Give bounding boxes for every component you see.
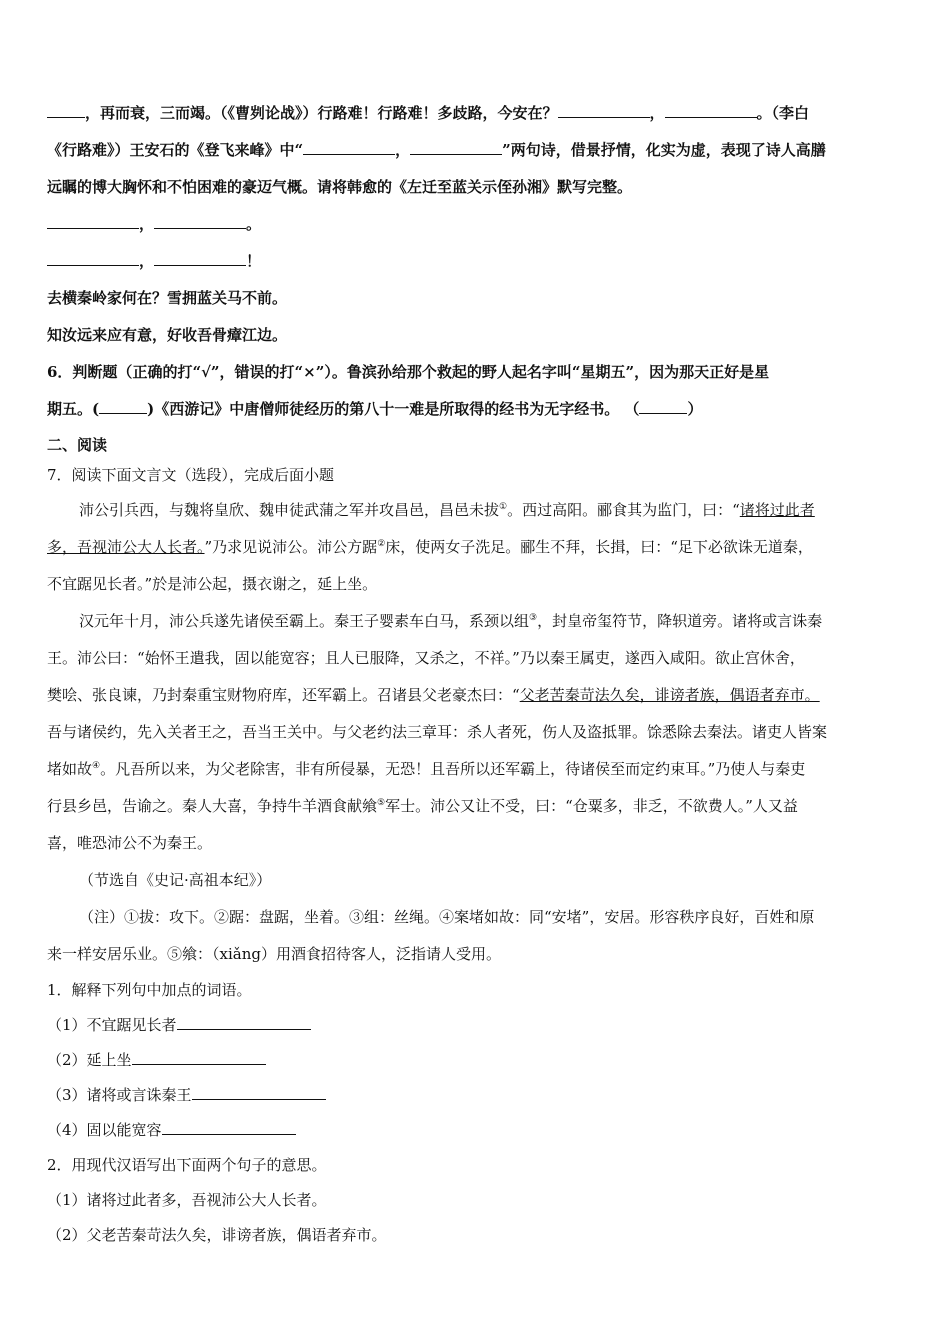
q6-line-1: 6．判断题（正确的打“√”，错误的打“×”）。鲁滨孙给那个救起的野人起名字叫“星期五”，因为那天正好是星 bbox=[47, 363, 770, 381]
poem-line-2: 知汝远来应有意，好收吾骨瘴江边。 bbox=[47, 326, 288, 344]
text: 期五。( bbox=[47, 400, 100, 418]
passage-source: （节选自《史记·高祖本纪》） bbox=[79, 871, 272, 889]
passage-line bbox=[47, 788, 907, 825]
classical-passage bbox=[47, 492, 907, 862]
answer-blank[interactable] bbox=[132, 1050, 266, 1065]
underlined-sentence: 父老苦秦苛法久矣，诽谤者族，偶语者弃市。 bbox=[519, 686, 820, 704]
fill-in-section bbox=[47, 95, 907, 354]
text: ， bbox=[395, 141, 411, 159]
fill-line-2 bbox=[47, 132, 907, 169]
text: （3）诸将或言诛秦王 bbox=[47, 1086, 192, 1104]
passage-line bbox=[47, 492, 907, 529]
answer-blank[interactable] bbox=[177, 1015, 311, 1030]
passage-line: 王。沛公曰：“始怀王遣我，固以能宽容；且人已服降，又杀之，不祥。”乃以秦王属吏，遂西入咸阳。欲止宫休舍， bbox=[47, 649, 805, 667]
answer-blank[interactable] bbox=[47, 214, 139, 229]
subquestion-1-item bbox=[47, 1113, 907, 1148]
text: （4）固以能宽容 bbox=[47, 1121, 162, 1139]
text: 军士。沛公又让不受，曰：“仓粟多，非乏，不欲费人。”人又益 bbox=[385, 797, 798, 815]
notes-line-2: 来一样安居乐业。⑤飨：（xiǎng）用酒食招待客人，泛指请人受用。 bbox=[47, 945, 501, 963]
poem-line-1: 去横秦岭家何在？雪拥蓝关马不前。 bbox=[47, 289, 288, 307]
subquestion-2-item: （1）诸将过此者多，吾视沛公大人长者。 bbox=[47, 1191, 327, 1209]
footnote-marker: ④ bbox=[92, 761, 101, 771]
footnote-marker: ③ bbox=[529, 613, 538, 623]
text: )《西游记》中唐僧师徒经历的第八十一难是所取得的经书为无字经书。 （ bbox=[147, 400, 640, 418]
subquestion-1-item bbox=[47, 1008, 907, 1043]
passage-line bbox=[47, 603, 907, 640]
footnote-marker: ① bbox=[499, 502, 508, 512]
underlined-sentence: 诸将过此者 bbox=[739, 501, 815, 519]
text: 沛公引兵西，与魏将皇欣、魏申徒武蒲之军并攻昌邑，昌邑未拔 bbox=[79, 501, 500, 519]
text: 樊哙、张良谏，乃封秦重宝财物府库，还军霸上。召诸县父老豪杰曰：“ bbox=[47, 686, 520, 704]
question-7-title: 7．阅读下面文言文（选段），完成后面小题 bbox=[47, 466, 335, 484]
answer-blank[interactable] bbox=[99, 399, 147, 414]
subquestion-2-item: （2）父老苦秦苛法久矣，诽谤者族，偶语者弃市。 bbox=[47, 1226, 387, 1244]
answer-blank[interactable] bbox=[303, 140, 395, 155]
fill-line-3: 远瞩的博大胸怀和不怕困难的豪迈气概。请将韩愈的《左迁至蓝关示侄孙湘》默写完整。 bbox=[47, 178, 633, 196]
passage-line bbox=[47, 677, 907, 714]
fill-line-1 bbox=[47, 95, 907, 132]
text: ， bbox=[139, 252, 155, 270]
subquestion-2-title: 2．用现代汉语写出下面两个句子的意思。 bbox=[47, 1156, 327, 1174]
answer-blank[interactable] bbox=[639, 399, 687, 414]
answer-blank[interactable] bbox=[558, 103, 650, 118]
text: ！ bbox=[246, 252, 262, 270]
text: （2）延上坐 bbox=[47, 1051, 132, 1069]
text: ”两句诗，借景抒情，化实为虚，表现了诗人高膳 bbox=[502, 141, 826, 159]
footnote-marker: ⑤ bbox=[377, 798, 386, 808]
text: 。 bbox=[246, 215, 262, 233]
subquestion-1-title: 1．解释下列句中加点的词语。 bbox=[47, 981, 252, 999]
passage-line bbox=[47, 751, 907, 788]
question-6 bbox=[47, 354, 907, 428]
q6-line-2 bbox=[47, 391, 907, 428]
text: ”乃求见说沛公。沛公方踞 bbox=[204, 538, 378, 556]
answer-blank[interactable] bbox=[154, 214, 246, 229]
text: ， bbox=[649, 104, 665, 122]
passage-line: 吾与诸侯约，先入关者王之，吾当王关中。与父老约法三章耳：杀人者死，伤人及盗抵罪。馀悉除去秦法。诸吏人皆案 bbox=[47, 723, 828, 741]
fill-line-5 bbox=[47, 243, 907, 280]
passage-line: 不宜踞见长者。”於是沛公起，摄衣谢之，延上坐。 bbox=[47, 575, 378, 593]
text: （1）不宜踞见长者 bbox=[47, 1016, 177, 1034]
text: ， bbox=[139, 215, 155, 233]
answer-blank[interactable] bbox=[47, 251, 139, 266]
exam-page bbox=[47, 95, 907, 1253]
footnote-marker: ② bbox=[377, 539, 386, 549]
subquestion-1-item bbox=[47, 1078, 907, 1113]
fill-line-4 bbox=[47, 206, 907, 243]
text: 行县乡邑，告谕之。秦人大喜，争持牛羊酒食献飨 bbox=[47, 797, 378, 815]
answer-blank[interactable] bbox=[192, 1085, 326, 1100]
answer-blank[interactable] bbox=[410, 140, 502, 155]
answer-blank[interactable] bbox=[162, 1120, 296, 1135]
text: ，再而衰，三而竭。（《曹刿论战》）行路难！行路难！多歧路，今安在？ bbox=[85, 104, 558, 122]
text: 。凡吾所以来，为父老除害，非有所侵暴，无恐！且吾所以还军霸上，待诸侯至而定约束耳。”乃使人与秦吏 bbox=[100, 760, 806, 778]
answer-blank[interactable] bbox=[47, 103, 85, 118]
answer-blank[interactable] bbox=[665, 103, 757, 118]
answer-blank[interactable] bbox=[154, 251, 246, 266]
underlined-sentence: 多，吾视沛公大人长者。 bbox=[47, 538, 205, 556]
text: 床，使两女子洗足。郦生不拜，长揖，曰：“足下必欲诛无道秦， bbox=[385, 538, 813, 556]
text: 。西过高阳。郦食其为监门，曰：“ bbox=[507, 501, 740, 519]
section-heading: 二、阅读 bbox=[47, 436, 108, 454]
passage-line bbox=[47, 529, 907, 566]
text: 《行路难》）王安石的《登飞来峰》中“ bbox=[47, 141, 304, 159]
text: 汉元年十月，沛公兵遂先诸侯至霸上。秦王子婴素车白马，系颈以组 bbox=[79, 612, 530, 630]
text: 堵如故 bbox=[47, 760, 93, 778]
notes-line-1: （注）①拔：攻下。②踞：盘踞，坐着。③组：丝绳。④案堵如故：同“安堵”，安居。形容秩序良好，百姓和原 bbox=[79, 908, 815, 926]
subquestion-1-item bbox=[47, 1043, 907, 1078]
text: ，封皇帝玺符节，降轵道旁。诸将或言诛秦 bbox=[537, 612, 823, 630]
text: ） bbox=[687, 400, 703, 418]
passage-line: 喜，唯恐沛公不为秦王。 bbox=[47, 834, 213, 852]
text: 。（李白 bbox=[756, 104, 810, 122]
